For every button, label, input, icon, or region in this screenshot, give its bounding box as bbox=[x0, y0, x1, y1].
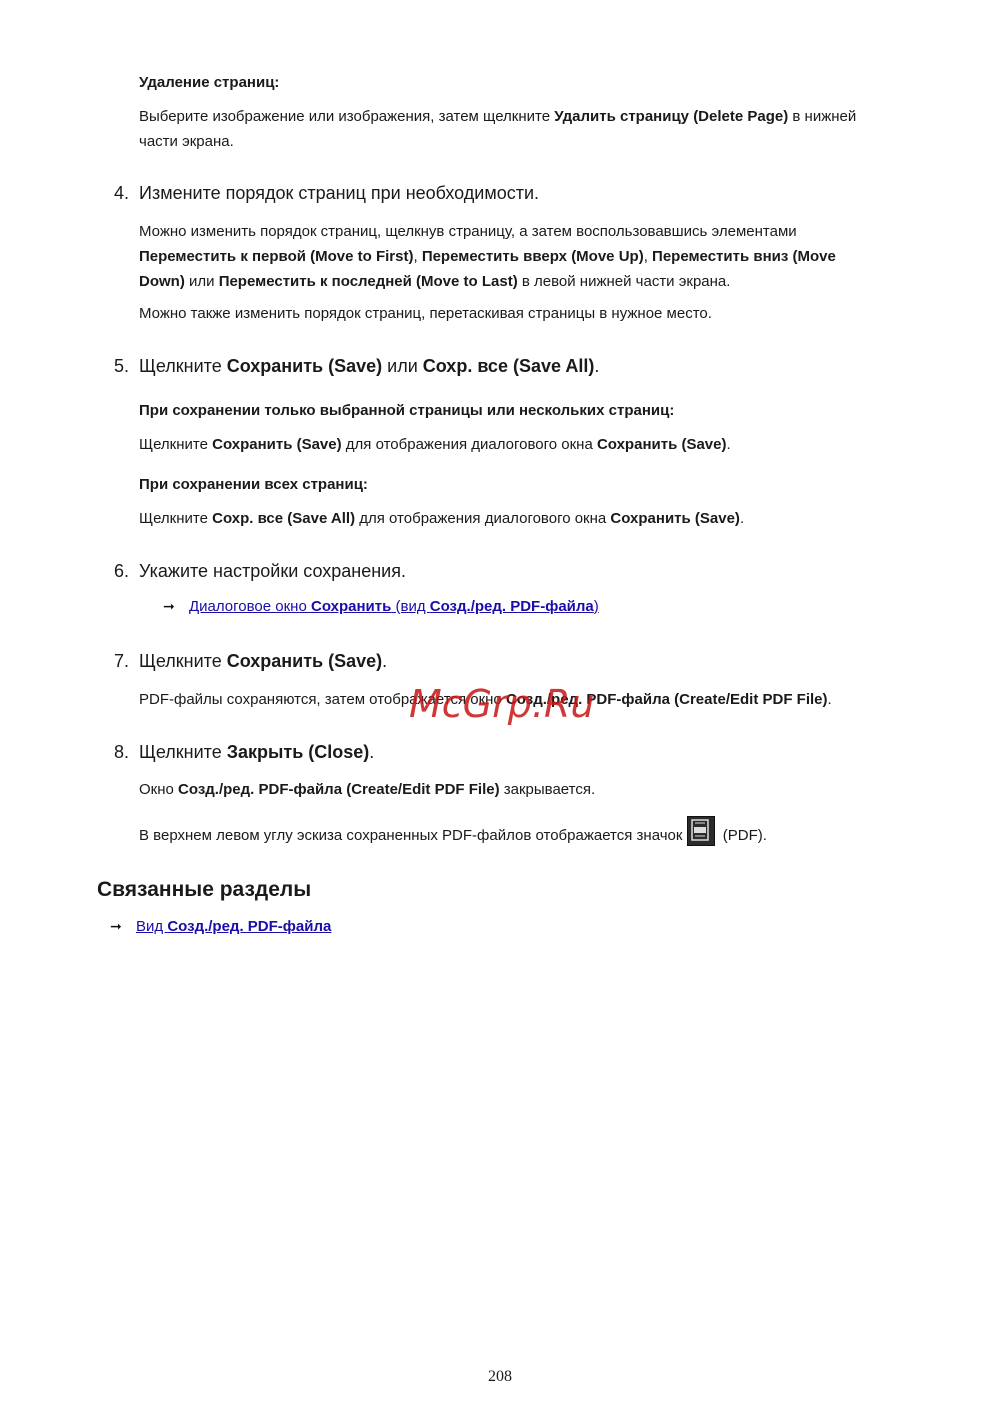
pdf-file-icon bbox=[687, 816, 715, 846]
step-5-title: 5. Щелкните Сохранить (Save) или Сохр. все (Save All). bbox=[114, 356, 600, 376]
step-7-paragraph: PDF-файлы сохраняются, затем отображается окно Созд./ред. PDF-файла (Create/Edit PDF File). bbox=[139, 691, 832, 708]
step-7-title: 7. Щелкните Сохранить (Save). bbox=[114, 651, 388, 671]
related-link-row bbox=[110, 918, 331, 935]
arrow-right-icon: ➞ bbox=[163, 598, 175, 614]
related-topics-title: Связанные разделы bbox=[97, 878, 312, 901]
step-8-title: 8. Щелкните Закрыть (Close). bbox=[114, 742, 375, 762]
page-number: 208 bbox=[488, 1368, 512, 1385]
step-4-paragraph: Можно изменить порядок страниц, щелкнув страницу, а затем воспользовавшись элементами Переместить к первой (Move to First), Переместить вверх (Move Up), Переместить вниз (Move Down) или Переместить к последней (Move to Last) в левой нижней части экрана. bbox=[139, 223, 836, 290]
save-all-heading: При сохранении всех страниц: bbox=[139, 476, 368, 493]
create-edit-pdf-view-link[interactable]: Вид Созд./ред. PDF-файла bbox=[136, 918, 332, 935]
delete-page-button-ref: Удалить страницу (Delete Page) bbox=[554, 108, 789, 125]
save-selected-heading: При сохранении только выбранной страницы или нескольких страниц: bbox=[139, 402, 675, 419]
save-dialog-link[interactable]: Диалоговое окно Сохранить (вид Созд./ред. PDF-файла) bbox=[189, 598, 599, 615]
step-4-title: 4. Измените порядок страниц при необходимости. bbox=[114, 183, 540, 203]
save-dialog-link-row bbox=[163, 598, 599, 615]
save-all-text: Щелкните Сохр. все (Save All) для отображения диалогового окна Сохранить (Save). bbox=[139, 510, 745, 527]
arrow-right-icon: ➞ bbox=[110, 918, 122, 934]
step-6-title: 6. Укажите настройки сохранения. bbox=[114, 561, 406, 581]
save-selected-text: Щелкните Сохранить (Save) для отображения диалогового окна Сохранить (Save). bbox=[139, 436, 731, 453]
delete-pages-heading: Удаление страниц: bbox=[139, 74, 280, 91]
step-4-drag-note: Можно также изменить порядок страниц, перетаскивая страницы в нужное место. bbox=[139, 305, 712, 322]
step-8-icon-note: В верхнем левом углу эскиза сохраненных PDF-файлов отображается значок (PDF). bbox=[139, 816, 939, 848]
delete-pages-text: Выберите изображение или изображения, затем щелкните Удалить страницу (Delete Page) в нижней части экрана. bbox=[139, 108, 857, 150]
step-8-close-note: Окно Созд./ред. PDF-файла (Create/Edit PDF File) закрывается. bbox=[139, 781, 596, 798]
watermark: McGrp.Ru bbox=[409, 682, 595, 726]
